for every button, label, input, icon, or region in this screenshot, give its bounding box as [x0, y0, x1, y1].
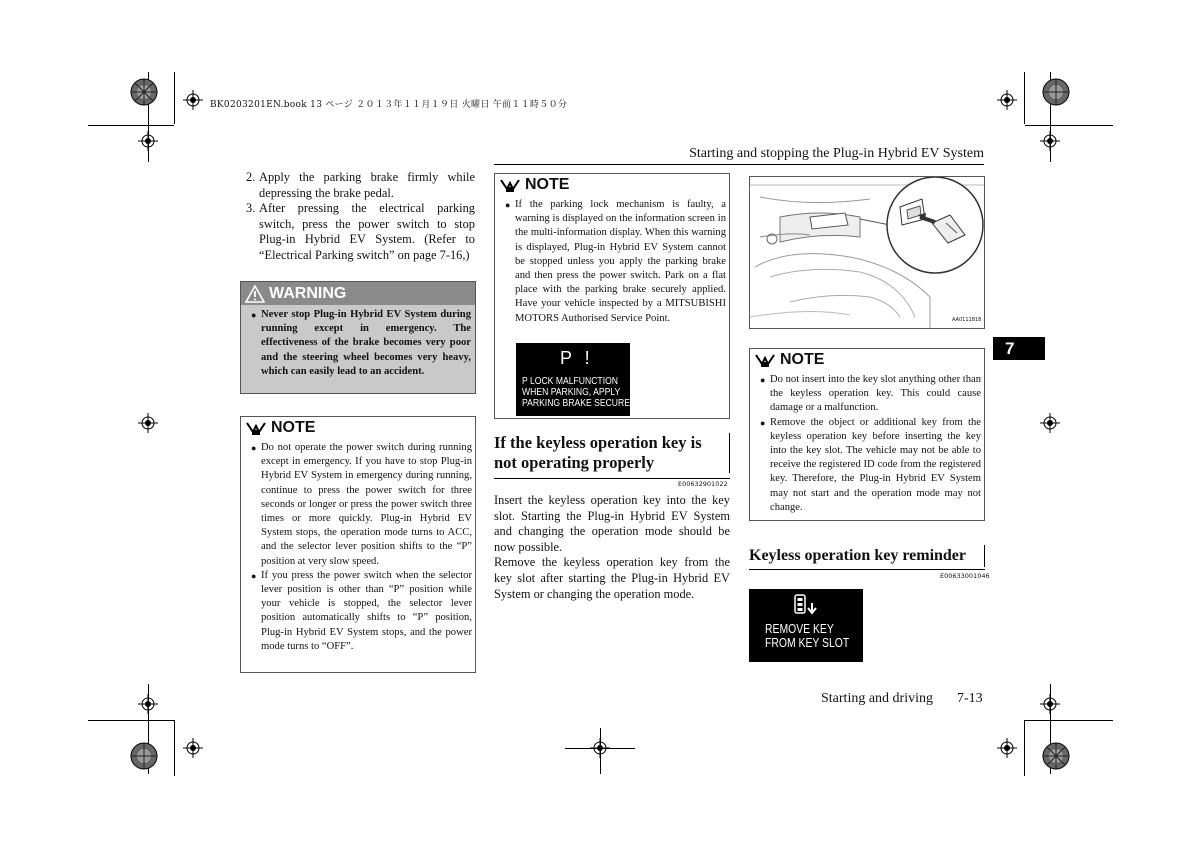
- registration-mark: [138, 413, 158, 433]
- note-item: [251, 569, 472, 654]
- key-slot-drawing: [750, 177, 985, 329]
- section-code: E00633001046: [940, 572, 990, 580]
- bullet-icon: ●: [251, 310, 257, 320]
- color-wheel-mark: [130, 742, 158, 775]
- note-item: [760, 416, 981, 515]
- malfunction-display-image: [516, 343, 640, 416]
- header-rule: [494, 164, 984, 165]
- note-body: [750, 371, 984, 515]
- display-message: [522, 376, 640, 409]
- display-line: FROM KEY SLOT: [765, 635, 850, 650]
- warning-item: [251, 308, 471, 379]
- display-line: REMOVE KEY: [765, 621, 834, 636]
- display-line: WHEN PARKING, APPLY: [522, 386, 621, 398]
- crop-mark: [174, 72, 175, 124]
- crop-mark: [1024, 720, 1025, 776]
- registration-mark: [138, 694, 158, 714]
- note-header: [495, 174, 729, 196]
- note-header: [750, 349, 984, 371]
- section-heading: If the keyless operation key is not operating properly: [494, 433, 730, 473]
- note-header: [241, 417, 475, 439]
- bullet-icon: ●: [251, 570, 257, 581]
- paragraph: Insert the keyless operation key into the key slot. Starting the Plug-in Hybrid EV System and changing the operation mode should be now possible.: [494, 493, 730, 554]
- section-heading: Keyless operation key reminder: [749, 545, 985, 567]
- note-check-icon: [754, 352, 776, 368]
- step-item: [246, 201, 475, 263]
- color-wheel-mark: [1042, 742, 1070, 775]
- step-number: 2.: [246, 170, 256, 184]
- warning-title: WARNING: [269, 284, 347, 302]
- display-line: P LOCK MALFUNCTION: [522, 375, 619, 387]
- procedure-steps: [246, 170, 475, 264]
- step-text: Apply the parking brake firmly while depressing the brake pedal.: [259, 170, 475, 200]
- registration-mark: [1040, 131, 1060, 151]
- note-check-icon: [499, 177, 521, 193]
- footer-section: Starting and driving: [821, 691, 933, 706]
- note-text: Remove the object or additional key from the keyless operation key before inserting the key into the key slot. The vehicle may not be able to receive the registered ID code from the registered key. Therefore, the Plug-in Hybrid EV System may not start and the operation mode may not change.: [770, 416, 981, 513]
- note-text: If you press the power switch when the selector lever position is other than “P” position while your vehicle is stopped, the selector lever position automatically shifts to “P” position, Plug-in Hybrid EV System stops, and the power mode turns to “OFF”.: [261, 569, 472, 652]
- note-body: [241, 439, 475, 654]
- display-message: [765, 622, 849, 650]
- display-line: PARKING BRAKE SECURELY: [522, 397, 640, 409]
- registration-mark: [1040, 413, 1060, 433]
- crop-mark: [1025, 125, 1113, 126]
- key-remove-icon: [791, 593, 821, 624]
- step-item: [246, 170, 475, 201]
- figure-code: AA0111818: [952, 317, 982, 323]
- heading-rule: [494, 478, 730, 479]
- section-code: E00632901022: [678, 480, 728, 488]
- note-text: If the parking lock mechanism is faulty, a warning is displayed on the information screen in the multi-information display. When this warning is displayed, Plug-in Hybrid EV System cannot be stopped unless you apply the parking brake and then press the power switch. Park on a flat place with the parking brake securely applied. Have your vehicle inspected by a MITSUBISHI MOTORS Authorised Service Point.: [515, 199, 726, 324]
- page-number: 7-13: [957, 691, 983, 706]
- note-title: NOTE: [525, 176, 570, 193]
- bullet-icon: ●: [760, 375, 766, 385]
- step-text: After pressing the electrical parking switch, press the power switch to stop Plug-in Hybrid EV System. (Refer to “Electrical Parking switch” on page 7-16,): [259, 201, 475, 262]
- remove-key-display-image: [749, 589, 863, 662]
- crop-mark: [1025, 720, 1113, 721]
- registration-mark: [997, 738, 1017, 758]
- warning-body: [241, 305, 475, 379]
- note-title: NOTE: [780, 351, 825, 368]
- note-box: [749, 348, 985, 521]
- crop-mark: [600, 728, 601, 774]
- note-item: [505, 198, 726, 326]
- warning-header: [241, 282, 475, 305]
- note-item: [251, 441, 472, 569]
- crop-mark: [174, 720, 175, 776]
- running-title: Starting and stopping the Plug-in Hybrid EV System: [689, 146, 984, 161]
- warning-text: Never stop Plug-in Hybrid EV System during running except in emergency. The effectiveness of the brake becomes very poor and the steering wheel becomes very heavy, which can easily lead to an accident.: [261, 309, 471, 377]
- registration-mark: [1040, 694, 1060, 714]
- key-slot-illustration: [749, 176, 985, 329]
- note-title: NOTE: [271, 419, 316, 436]
- registration-mark: [183, 738, 203, 758]
- note-check-icon: [245, 420, 267, 436]
- note-body: [495, 196, 729, 326]
- warning-triangle-icon: [245, 285, 265, 303]
- chapter-tab: 7: [993, 337, 1045, 360]
- color-wheel-mark: [1042, 78, 1070, 111]
- crop-mark: [88, 125, 174, 126]
- note-text: Do not operate the power switch during running except in emergency. If you have to stop Plug-in Hybrid EV System in emergency during running, continue to press the power switch for three seconds or longer or press the power switch three times or more quickly. Plug-in Hybrid EV System stops, the operation mode turns to ACC, and the selector lever position shifts to the “P” position at very slow speed.: [261, 442, 472, 567]
- registration-mark: [997, 90, 1017, 110]
- print-header: BK0203201EN.book 13 ページ ２０１３年１１月１９日 火曜日 午前１１時５０分: [210, 100, 568, 110]
- bullet-icon: ●: [251, 443, 257, 453]
- color-wheel-mark: [130, 78, 158, 111]
- registration-mark: [138, 131, 158, 151]
- warning-box: [240, 281, 476, 394]
- note-item: [760, 373, 981, 416]
- step-number: 3.: [246, 201, 256, 216]
- note-box: [240, 416, 476, 673]
- heading-rule: [749, 569, 985, 570]
- p-lock-warning-icon: P !: [560, 348, 594, 368]
- registration-mark: [183, 90, 203, 110]
- bullet-icon: ●: [505, 200, 511, 210]
- bullet-icon: ●: [760, 417, 766, 428]
- note-text: Do not insert into the key slot anything other than the keyless operation key. This could cause damage or a malfunction.: [770, 374, 981, 414]
- paragraph: Remove the keyless operation key from the key slot after starting the Plug-in Hybrid EV System or changing the operation mode.: [494, 555, 730, 601]
- section-body: [494, 493, 730, 602]
- crop-mark: [88, 720, 174, 721]
- crop-mark: [1024, 72, 1025, 124]
